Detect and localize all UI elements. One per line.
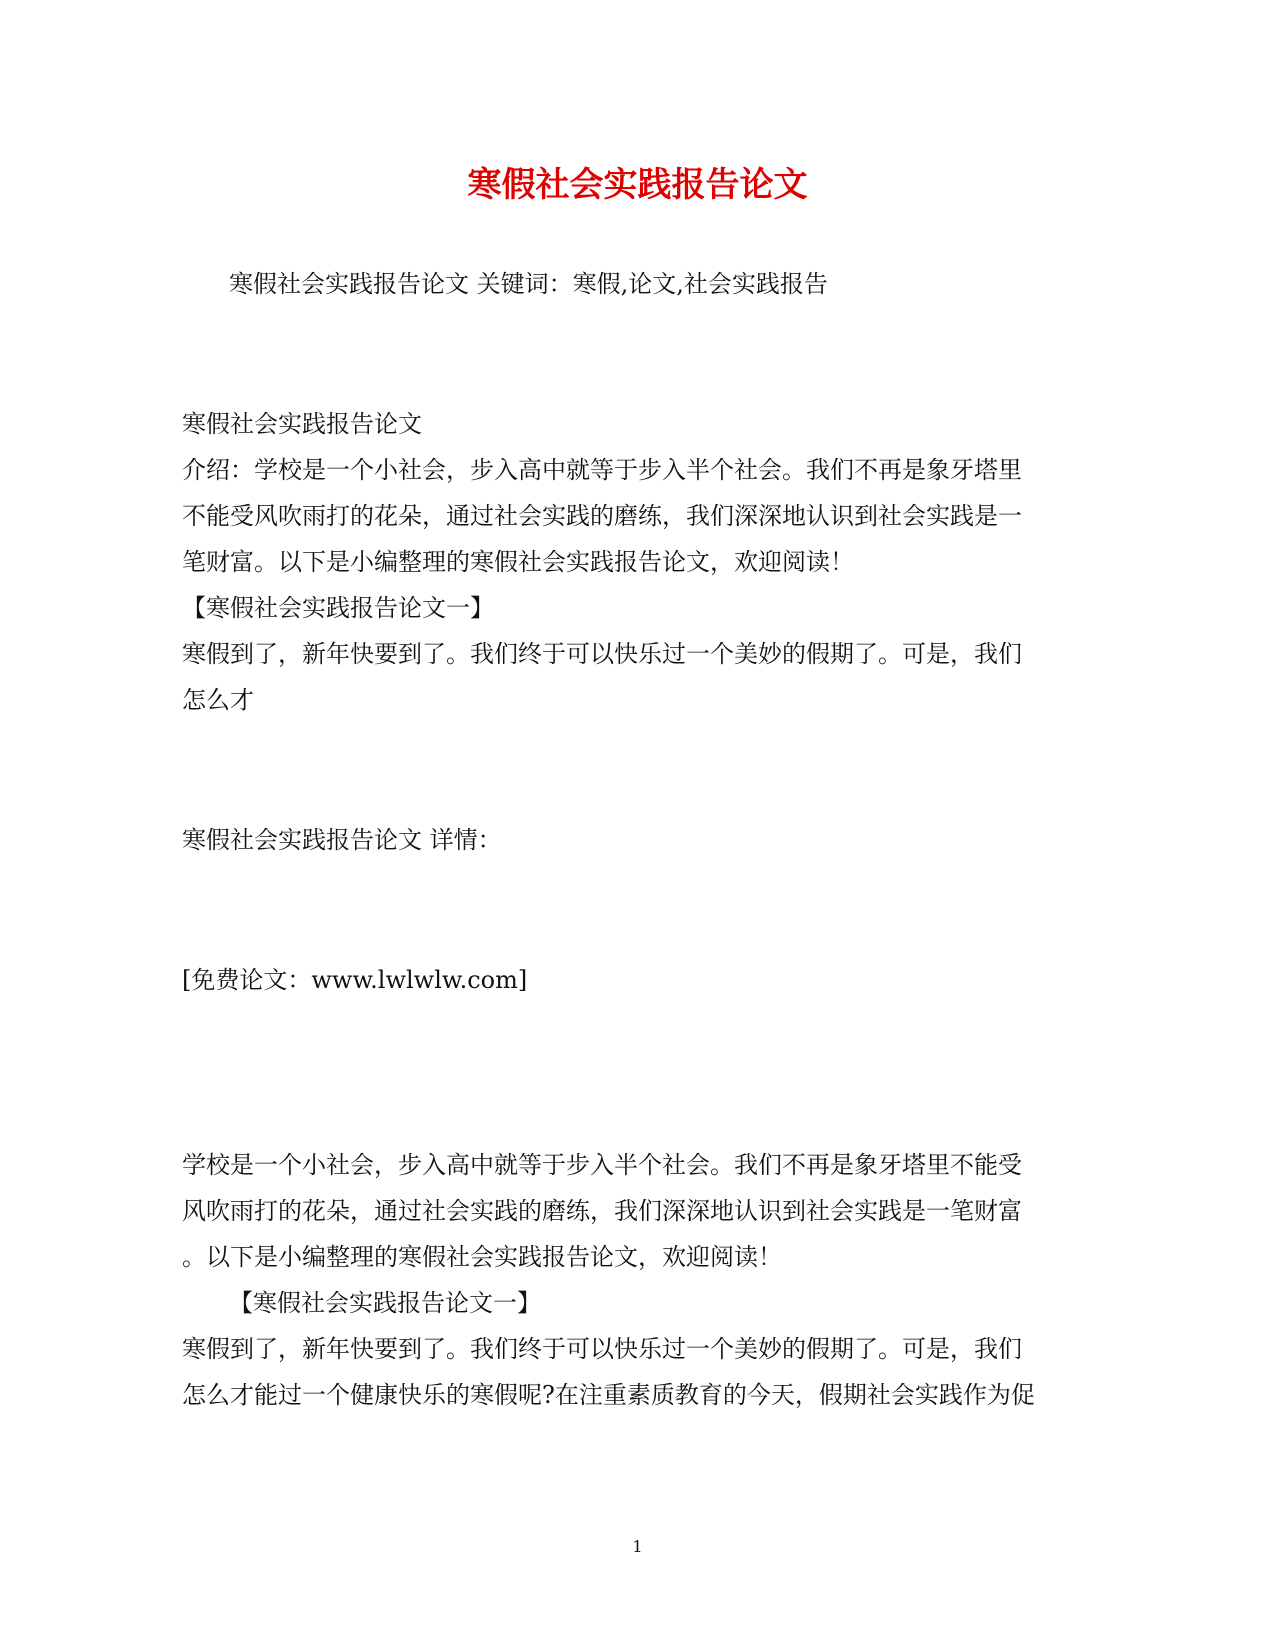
details-label: 寒假社会实践报告论文 详情： xyxy=(182,826,502,854)
body-section-heading: 【寒假社会实践报告论文一】 xyxy=(229,1289,541,1317)
body-line: 。以下是小编整理的寒假社会实践报告论文，欢迎阅读！ xyxy=(182,1243,782,1271)
body-line: 寒假到了，新年快要到了。我们终于可以快乐过一个美妙的假期了。可是，我们 xyxy=(182,1335,1022,1363)
intro-section-heading: 【寒假社会实践报告论文一】 xyxy=(182,594,494,622)
intro-line: 不能受风吹雨打的花朵，通过社会实践的磨练，我们深深地认识到社会实践是一 xyxy=(182,502,1022,530)
body-line: 怎么才能过一个健康快乐的寒假呢?在注重素质教育的今天，假期社会实践作为促 xyxy=(182,1381,1035,1409)
intro-line: 怎么才 xyxy=(182,686,254,714)
page-number: 1 xyxy=(632,1537,643,1556)
intro-line: 笔财富。以下是小编整理的寒假社会实践报告论文，欢迎阅读！ xyxy=(182,548,854,576)
intro-heading: 寒假社会实践报告论文 xyxy=(182,410,422,438)
body-line: 风吹雨打的花朵，通过社会实践的磨练，我们深深地认识到社会实践是一笔财富 xyxy=(182,1197,1022,1225)
source-note: [免费论文：www.lwlwlw.com] xyxy=(182,966,528,994)
intro-line: 介绍：学校是一个小社会，步入高中就等于步入半个社会。我们不再是象牙塔里 xyxy=(182,456,1022,484)
document-title: 寒假社会实践报告论文 xyxy=(467,165,808,205)
body-line: 学校是一个小社会，步入高中就等于步入半个社会。我们不再是象牙塔里不能受 xyxy=(182,1151,1022,1179)
keywords-line: 寒假社会实践报告论文 关键词：寒假,论文,社会实践报告 xyxy=(229,270,828,298)
intro-line: 寒假到了，新年快要到了。我们终于可以快乐过一个美妙的假期了。可是，我们 xyxy=(182,640,1022,668)
